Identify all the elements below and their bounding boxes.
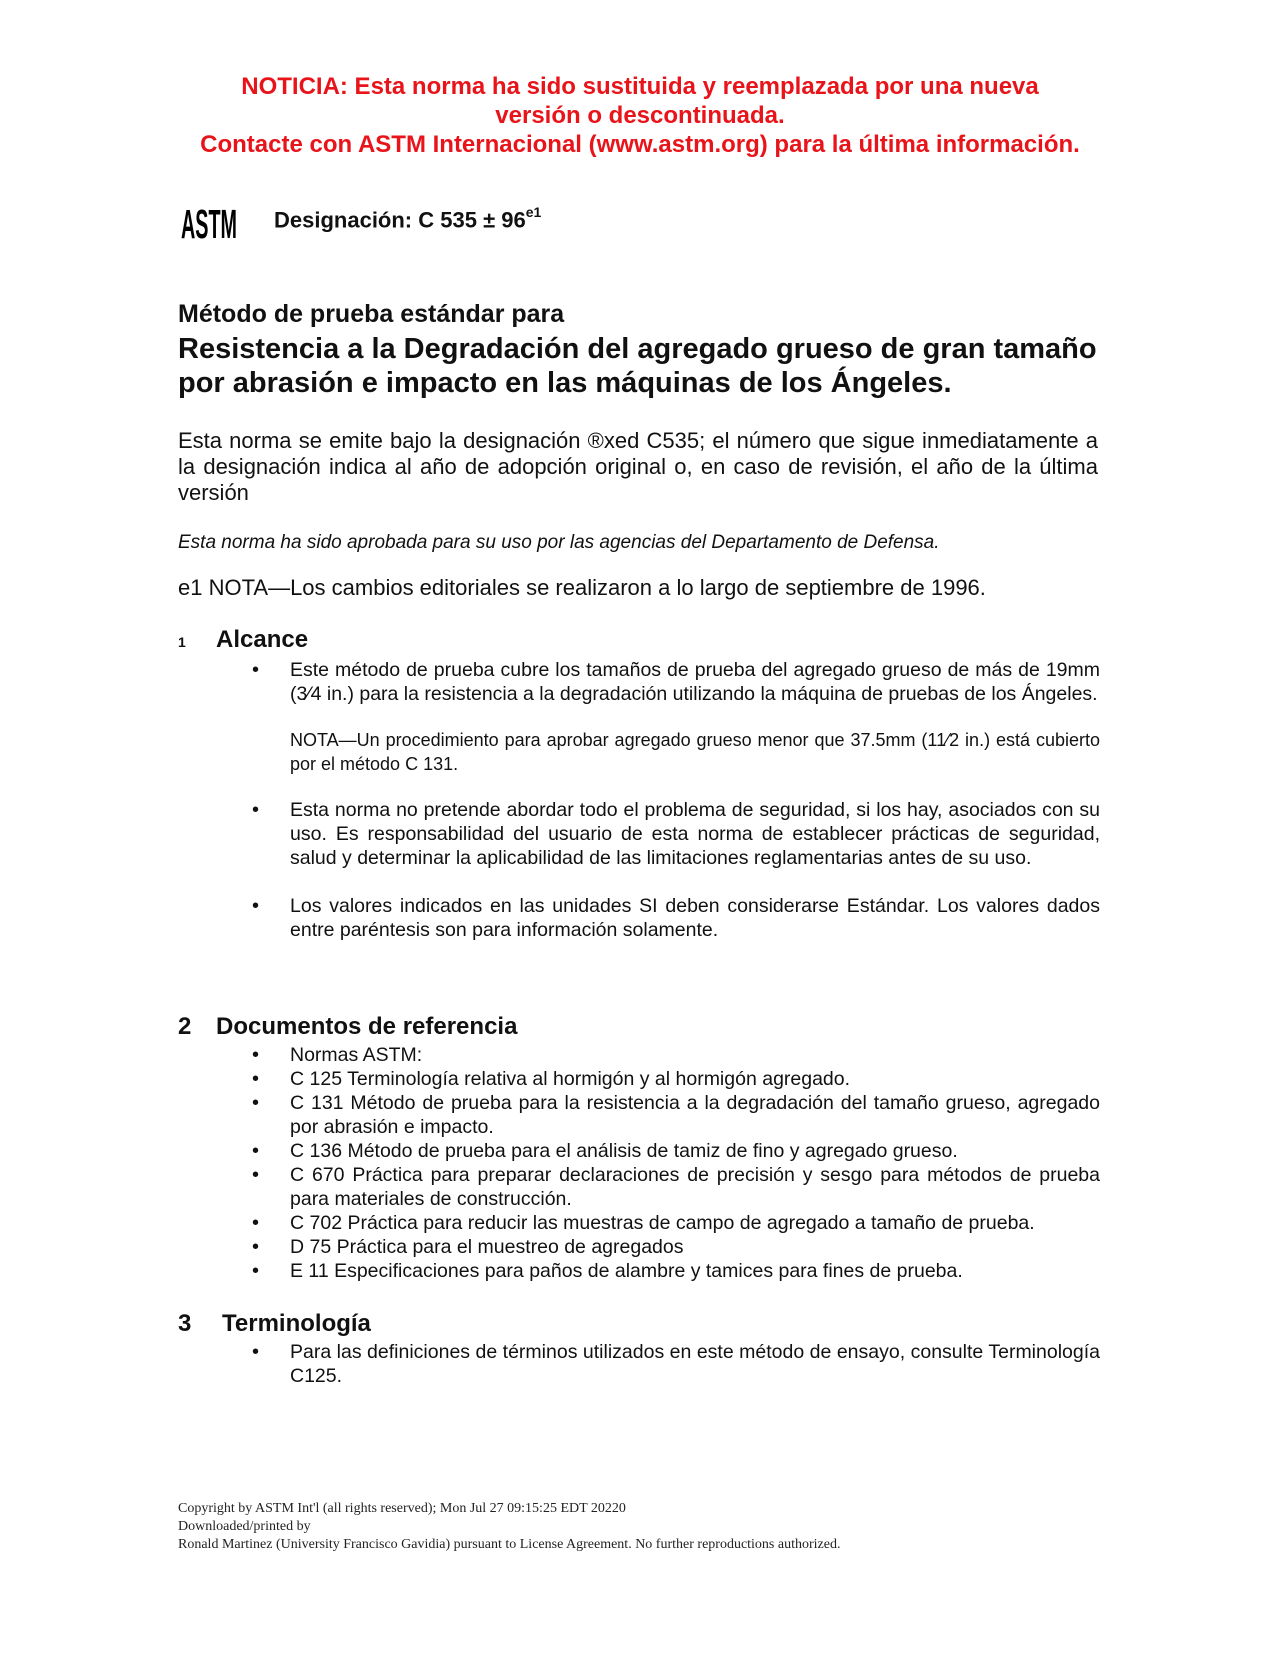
notice-line-2: versión o descontinuada. — [495, 102, 785, 129]
bullet-icon: • — [252, 1068, 260, 1090]
list-item: • Para las definiciones de términos utilizados en este método de ensayo, consulte Terminología C125. — [252, 1341, 1100, 1387]
footer-line-1: Copyright by ASTM Int'l (all rights reserved); Mon Jul 27 09:15:25 EDT 20220 — [178, 1501, 626, 1516]
section-heading-terminologia — [178, 1310, 371, 1338]
bullet-icon: • — [252, 1092, 260, 1114]
list-item: • C 125 Terminología relativa al hormigón y al hormigón agregado. — [252, 1068, 851, 1090]
supersession-notice — [150, 72, 1130, 159]
section-number: 3 — [178, 1310, 192, 1337]
section-1-list — [250, 658, 1100, 942]
section-number: 2 — [178, 1013, 192, 1040]
bullet-icon: • — [252, 1341, 260, 1363]
section-heading-alcance — [178, 626, 308, 654]
list-item: • D 75 Práctica para el muestreo de agregados — [252, 1236, 684, 1258]
editorial-note: e1 NOTA—Los cambios editoriales se realizaron a lo largo de septiembre de 1996. — [178, 575, 986, 600]
list-item: • C 702 Práctica para reducir las muestras de campo de agregado a tamaño de prueba. — [252, 1212, 1035, 1234]
intro-paragraph: Esta norma se emite bajo la designación ®xed C535; el número que sigue inmediatamente a la designación indica al año de adopción original o, en caso de revisión, el año de la última versión — [178, 428, 1098, 505]
section-title: Terminología — [222, 1310, 371, 1337]
bullet-icon: • — [252, 1164, 260, 1186]
section-number: 1 — [178, 634, 186, 650]
footer-line-2: Downloaded/printed by — [178, 1519, 311, 1534]
notice-line-3: Contacte con ASTM Internacional (www.astm.org) para la última información. — [200, 131, 1080, 158]
page-title: Resistencia a la Degradación del agregado grueso de gran tamaño por abrasión e impacto en las máquinas de los Ángeles. — [178, 333, 1097, 399]
bullet-icon: • — [252, 659, 260, 681]
section-2-list — [250, 1043, 1100, 1283]
bullet-icon: • — [252, 799, 260, 821]
bullet-icon: • — [252, 1044, 260, 1066]
section-3-list — [250, 1340, 1100, 1388]
designation-label: Designación: C 535 ± 96 — [274, 207, 526, 233]
bullet-icon: • — [252, 1212, 260, 1234]
section-heading-documentos — [178, 1013, 517, 1041]
scope-note: NOTA—Un procedimiento para aprobar agregado grueso menor que 37.5mm (11⁄2 in.) está cubierto por el método C 131. — [290, 730, 1100, 774]
list-item: • Esta norma no pretende abordar todo el problema de seguridad, si los hay, asociados con su uso. Es responsabilidad del usuario de esta norma de establecer prácticas de seguridad, salud y determinar la aplicabilidad de las limitaciones reglamentarias antes de su uso. — [252, 799, 1100, 869]
list-item: • Este método de prueba cubre los tamaños de prueba del agregado grueso de más de 19mm (3⁄4 in.) para la resistencia a la degradación utilizando la máquina de pruebas de los Ángeles. NOTA—Un procedimiento para aprobar agregado grueso menor que 37.5mm (11⁄2 in.) está cubierto por el método C 131. — [252, 659, 1100, 774]
designation — [274, 206, 541, 233]
list-item: • Los valores indicados en las unidades SI deben considerarse Estándar. Los valores dados entre paréntesis son para información solamente. — [252, 895, 1100, 941]
list-item: • Normas ASTM: — [252, 1044, 423, 1066]
footer-line-3: Ronald Martinez (University Francisco Gavidia) pursuant to License Agreement. No further reproductions authorized. — [178, 1537, 841, 1552]
bullet-icon: • — [252, 895, 260, 917]
designation-superscript: e1 — [525, 204, 542, 220]
list-item: • E 11 Especificaciones para paños de alambre y tamices para fines de prueba. — [252, 1260, 963, 1282]
copyright-footer — [178, 1500, 840, 1554]
section-title: Documentos de referencia — [216, 1013, 518, 1040]
astm-logo-text: ASTM — [181, 201, 237, 247]
list-item: • C 670 Práctica para preparar declaraciones de precisión y sesgo para métodos de prueba para materiales de construcción. — [252, 1164, 1100, 1210]
astm-logo-icon — [177, 196, 241, 252]
bullet-icon: • — [252, 1236, 260, 1258]
bullet-icon: • — [252, 1140, 260, 1162]
bullet-icon: • — [252, 1260, 260, 1282]
section-title: Alcance — [216, 626, 309, 653]
list-item: • C 136 Método de prueba para el análisis de tamiz de fino y agregado grueso. — [252, 1140, 958, 1162]
title-subtitle: Método de prueba estándar para — [178, 300, 565, 328]
approval-statement: Esta norma ha sido aprobada para su uso por las agencias del Departamento de Defensa. — [178, 532, 940, 553]
list-item: • C 131 Método de prueba para la resistencia a la degradación del tamaño grueso, agregado por abrasión e impacto. — [252, 1092, 1100, 1138]
notice-line-1: NOTICIA: Esta norma ha sido sustituida y reemplazada por una nueva — [241, 73, 1039, 100]
